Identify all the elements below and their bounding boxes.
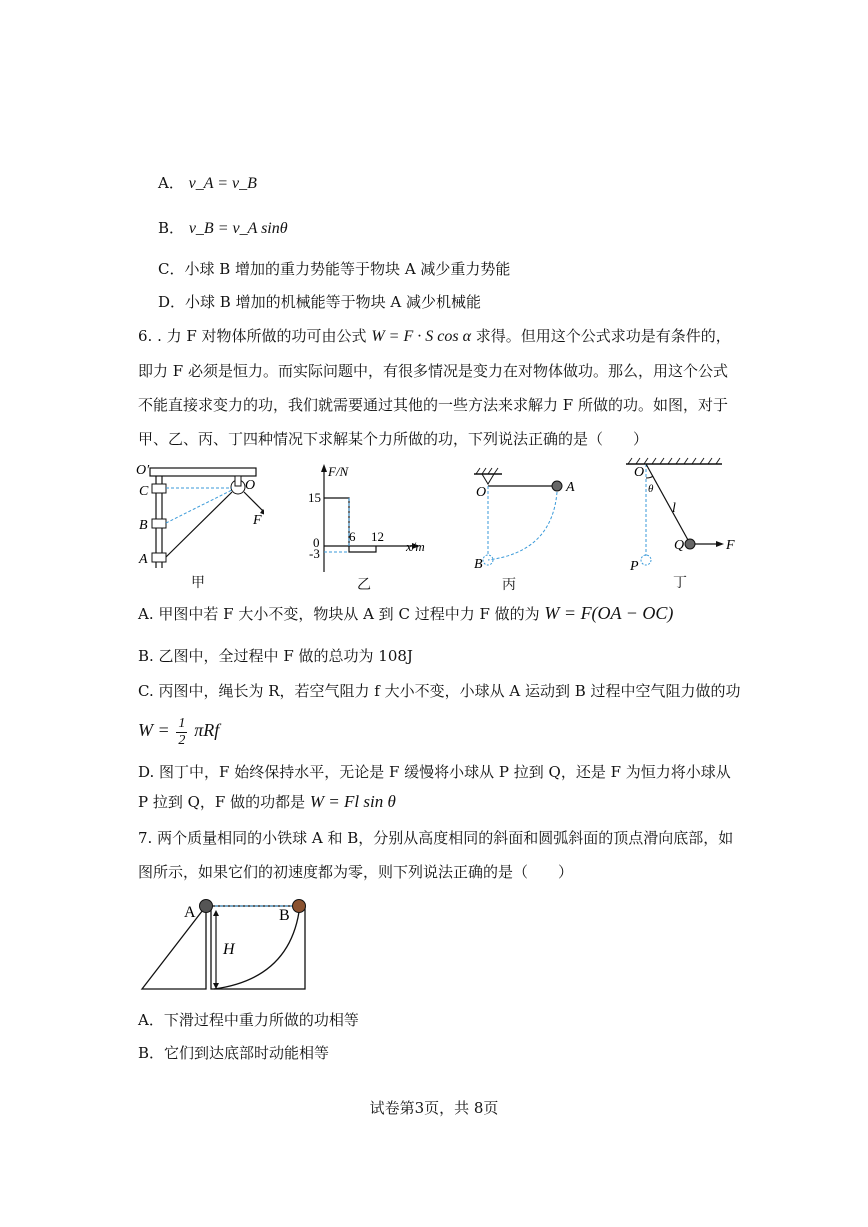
q6-option-d-formula: W = Fl sin θ bbox=[309, 792, 396, 811]
ding-label-o: O bbox=[634, 465, 645, 480]
jia-dashed-ob bbox=[166, 490, 232, 523]
q7-stem-line2: 图所示，如果它们的初速度都为零，则下列说法正确的是（ ） bbox=[138, 863, 574, 881]
ding-rope bbox=[646, 464, 688, 540]
fraction-half bbox=[176, 716, 187, 749]
option-a-formula: v_A = v_B bbox=[188, 175, 257, 192]
jia-block-a bbox=[152, 553, 166, 562]
q6-option-a-formula: W = F(OA − OC) bbox=[544, 603, 674, 623]
jia-label-o: O bbox=[245, 478, 256, 493]
q6-stem-line1 bbox=[138, 326, 731, 347]
q6-option-d-text: P 拉到 Q，F 做的功都是 bbox=[138, 793, 306, 811]
ding-label-p: P bbox=[630, 559, 639, 574]
q6-stem-line3: 不能直接求变力的功，我们就需要通过其他的一些方法来求解力 F 所做的功。如图，对于 bbox=[138, 396, 728, 414]
q7-label-b: B bbox=[279, 907, 290, 924]
q6-option-c: C. 丙图中，绳长为 R，若空气阻力 f 大小不变，小球从 A 运动到 B 过程中空气阻力做的功 bbox=[138, 682, 741, 700]
q6-text: 求得。但用这个公式求功是有条件的， bbox=[475, 327, 731, 345]
q6-option-b: B. 乙图中，全过程中 F 做的总功为 108J bbox=[138, 647, 413, 665]
page-footer: 试卷第3页，共 8页 bbox=[369, 1099, 499, 1117]
jia-rope bbox=[166, 492, 232, 557]
caption-yi: 乙 bbox=[357, 577, 371, 593]
figure-jia bbox=[132, 462, 264, 572]
option-b-formula: v_B = v_A sinθ bbox=[188, 220, 288, 237]
yi-label-6: 6 bbox=[349, 529, 356, 544]
ding-hatch bbox=[628, 458, 720, 464]
bing-label-o: O bbox=[476, 485, 487, 500]
q7-label-a: A bbox=[184, 904, 196, 921]
yi-label-15: 15 bbox=[308, 490, 321, 505]
caption-ding: 丁 bbox=[673, 575, 687, 591]
bing-arc bbox=[488, 492, 557, 560]
q7-option-a: A．下滑过程中重力所做的功相等 bbox=[138, 1011, 359, 1029]
q7-ball-b bbox=[293, 900, 306, 913]
figure-q7 bbox=[138, 894, 318, 994]
figure-bing bbox=[468, 462, 588, 574]
ding-label-f: F bbox=[726, 538, 735, 553]
bing-label-a: A bbox=[566, 480, 575, 495]
formula-lhs: W = bbox=[138, 720, 170, 740]
q6-text: 6. . 力 F 对物体所做的功可由公式 bbox=[138, 327, 367, 345]
jia-label-f: F bbox=[253, 513, 262, 528]
ding-ball-q bbox=[685, 539, 695, 549]
bing-pivot bbox=[482, 474, 494, 484]
yi-label-0: 0 bbox=[313, 535, 320, 550]
formula-rhs: πRf bbox=[194, 720, 220, 740]
q7-option-b: B．它们到达底部时动能相等 bbox=[138, 1044, 330, 1062]
ding-angle-arc bbox=[646, 476, 653, 478]
q7-label-h: H bbox=[223, 941, 235, 958]
q7-ball-a bbox=[200, 900, 213, 913]
jia-force-line bbox=[244, 492, 264, 514]
q6-option-d-line1: D. 图丁中，F 始终保持水平，无论是 F 缓慢将小球从 P 拉到 Q，还是 F 为恒力将小球从 bbox=[138, 763, 731, 781]
numerator: 1 bbox=[178, 715, 186, 731]
jia-top-bar bbox=[150, 468, 256, 476]
ding-label-q: Q bbox=[674, 538, 685, 553]
q6-option-d-line2 bbox=[138, 792, 396, 812]
ding-force-arrow bbox=[716, 541, 724, 547]
figure-ding bbox=[622, 456, 747, 574]
option-letter: D． bbox=[158, 293, 186, 311]
yi-label-minus3: -3 bbox=[309, 546, 320, 561]
bing-ball-a bbox=[552, 481, 562, 491]
jia-pulley-mount bbox=[235, 476, 241, 486]
yi-label-xm: x/m bbox=[406, 539, 425, 554]
jia-block-b bbox=[152, 519, 166, 528]
jia-label-b: B bbox=[139, 518, 148, 533]
ding-label-l: l bbox=[672, 501, 676, 516]
work-formula: W = F · S cos α bbox=[371, 328, 471, 345]
option-letter: B． bbox=[158, 219, 185, 237]
jia-label-c: C bbox=[139, 484, 149, 499]
q5-option-d bbox=[158, 292, 481, 312]
jia-label-oprime: O′ bbox=[136, 463, 150, 478]
q5-option-b bbox=[158, 218, 288, 239]
q6-stem-line2: 即力 F 必须是恒力。而实际问题中，有很多情况是变力在对物体做功。那么，用这个公式 bbox=[138, 362, 728, 380]
jia-label-a: A bbox=[139, 552, 148, 567]
ding-label-theta: θ bbox=[648, 483, 654, 495]
option-letter: A． bbox=[158, 174, 184, 192]
q6-option-c-formula bbox=[138, 712, 219, 748]
bing-label-b: B bbox=[474, 557, 483, 572]
bing-hatch bbox=[476, 468, 498, 474]
ding-ball-p bbox=[641, 555, 651, 565]
q7-incline bbox=[142, 906, 206, 989]
jia-block-c bbox=[152, 484, 166, 493]
q5-option-c bbox=[158, 259, 510, 279]
q6-stem-line4: 甲、乙、丙、丁四种情况下求解某个力所做的功，下列说法正确的是（ ） bbox=[138, 430, 649, 448]
yi-label-12: 12 bbox=[371, 529, 384, 544]
caption-bing: 丙 bbox=[502, 577, 516, 593]
q5-option-a bbox=[158, 173, 257, 194]
q6-option-a bbox=[138, 603, 673, 624]
yi-label-fn: F/N bbox=[328, 464, 349, 479]
denominator: 2 bbox=[178, 732, 186, 748]
q7-stem-line1: 7. 两个质量相同的小铁球 A 和 B，分别从高度相同的斜面和圆弧斜面的顶点滑向底部，如 bbox=[138, 829, 734, 847]
option-c-text: 小球 B 增加的重力势能等于物块 A 减少重力势能 bbox=[184, 260, 511, 278]
figure-yi bbox=[298, 462, 428, 574]
option-letter: C． bbox=[158, 260, 185, 278]
option-d-text: 小球 B 增加的机械能等于物块 A 减少机械能 bbox=[185, 293, 481, 311]
q7-height-arrow-top bbox=[213, 910, 219, 916]
q6-option-a-text: A. 甲图中若 F 大小不变，物块从 A 到 C 过程中力 F 做的为 bbox=[138, 605, 540, 623]
caption-jia: 甲 bbox=[191, 575, 205, 591]
yi-y-arrow bbox=[321, 464, 327, 472]
